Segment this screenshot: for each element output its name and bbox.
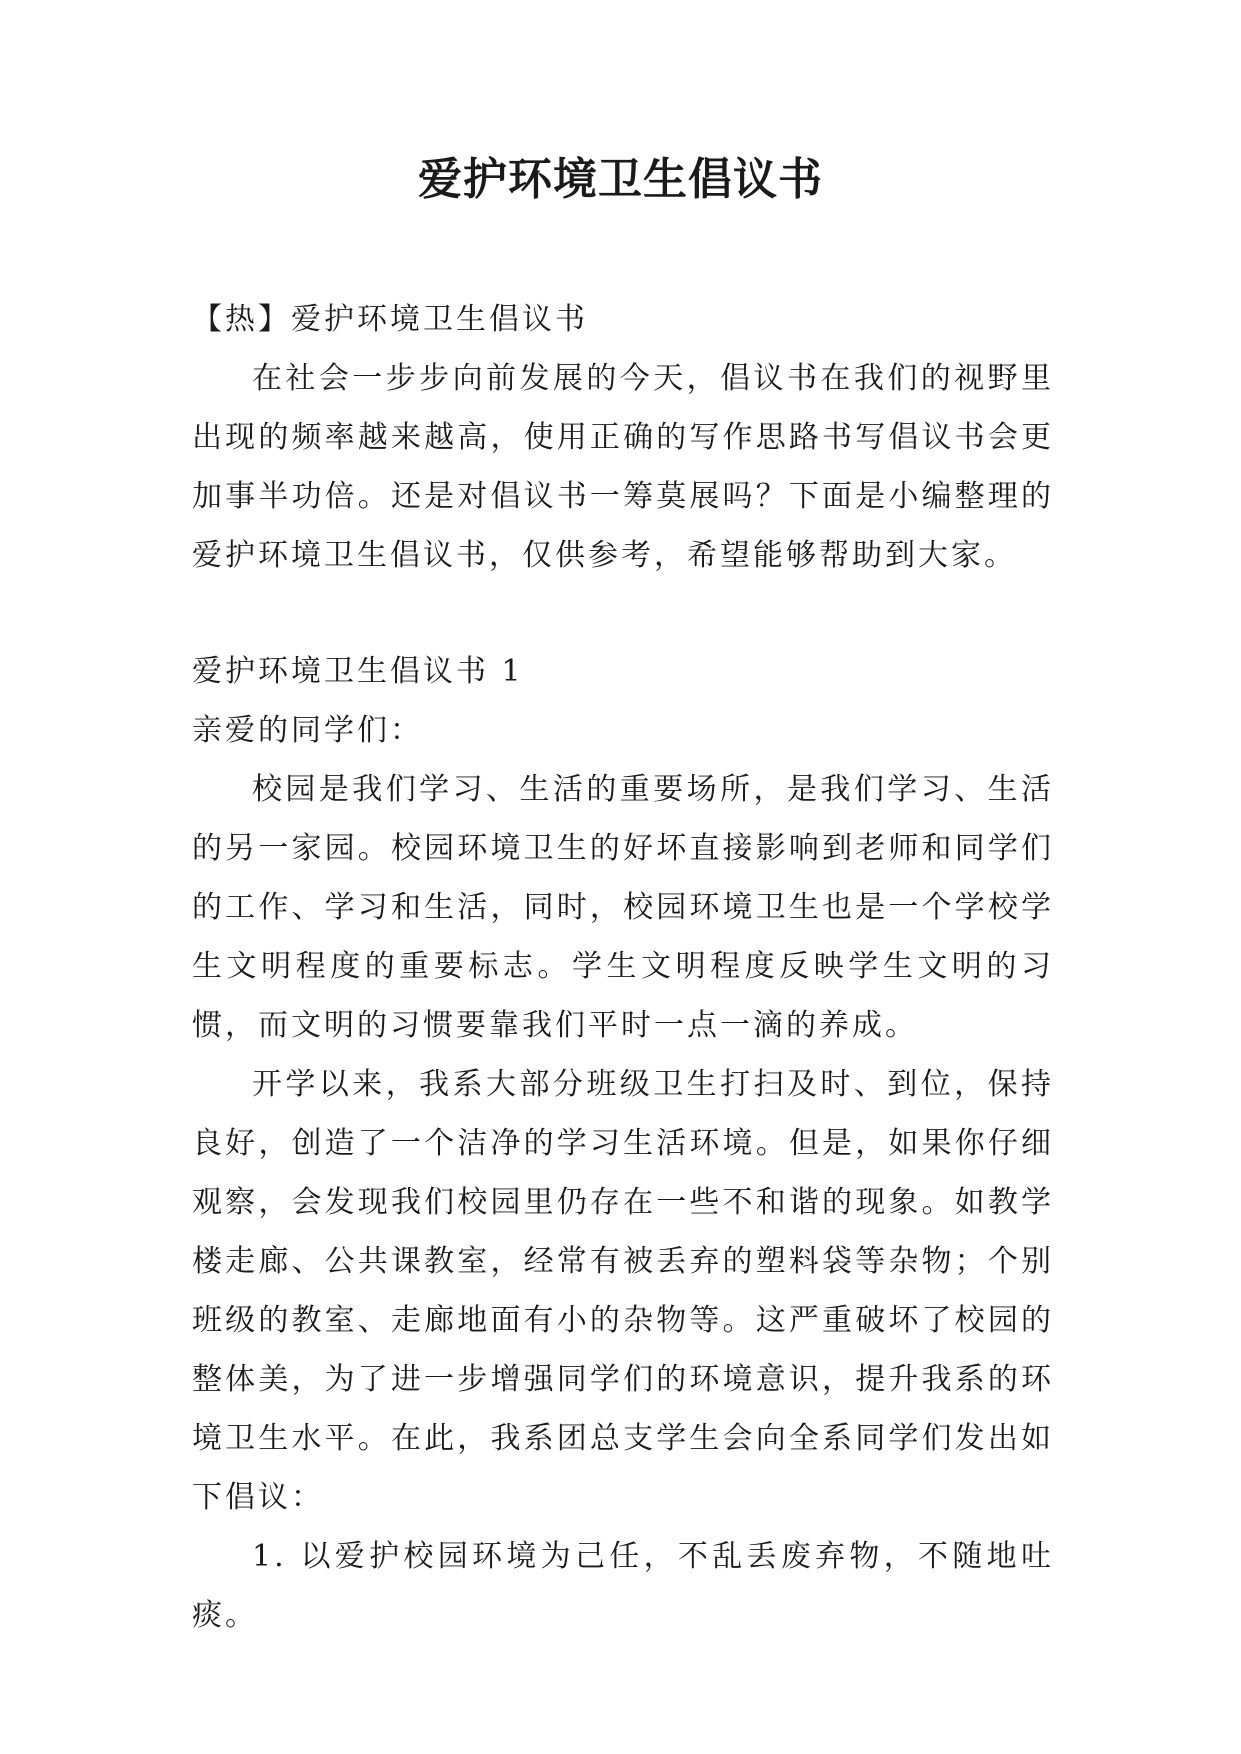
heading-line: 【热】爱护环境卫生倡议书: [192, 302, 588, 337]
section-title: 爱护环境卫生倡议书 1: [192, 654, 524, 689]
document-title: 爱护环境卫生倡议书: [418, 154, 823, 205]
paragraph-gap: [192, 585, 1054, 642]
list-item-1: 1. 以爱护校园环境为己任，不乱丢废弃物，不随地吐痰。: [192, 1539, 1054, 1633]
body-paragraph-1: 校园是我们学习、生活的重要场所，是我们学习、生活的另一家园。校园环境卫生的好坏直接影响到老师和同学们的工作、学习和生活，同时，校园环境卫生也是一个学校学生文明程度的重要标志。学生文明程度反映学生文明的习惯，而文明的习惯要靠我们平时一点一滴的养成。: [192, 772, 1054, 1043]
document-body: [192, 290, 1054, 1645]
intro-paragraph: 在社会一步步向前发展的今天，倡议书在我们的视野里出现的频率越来越高，使用正确的写作思路书写倡议书会更加事半功倍。还是对倡议书一筹莫展吗？下面是小编整理的爱护环境卫生倡议书，仅供参考，希望能够帮助到大家。: [192, 361, 1054, 573]
greeting: 亲爱的同学们：: [192, 713, 423, 748]
body-paragraph-2: 开学以来，我系大部分班级卫生打扫及时、到位，保持良好，创造了一个洁净的学习生活环境。但是，如果你仔细观察，会发现我们校园里仍存在一些不和谐的现象。如教学楼走廊、公共课教室，经常有被丢弃的塑料袋等杂物；个别班级的教室、走廊地面有小的杂物等。这严重破坏了校园的整体美，为了进一步增强同学们的环境意识，提升我系的环境卫生水平。在此，我系团总支学生会向全系同学们发出如下倡议：: [192, 1067, 1054, 1515]
